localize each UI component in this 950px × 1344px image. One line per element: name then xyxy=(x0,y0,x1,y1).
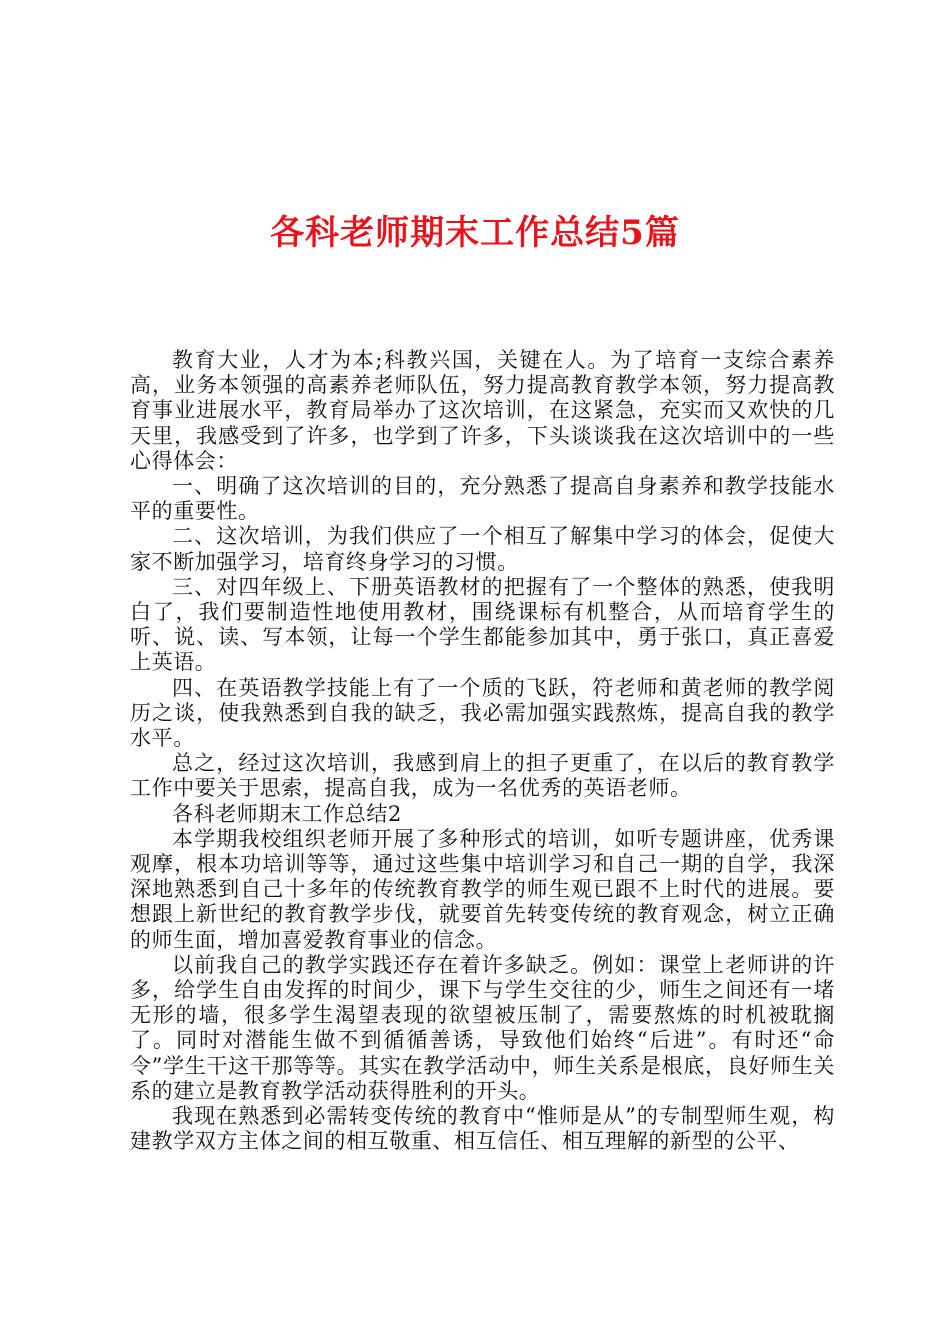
paragraph-point-1: 一、明确了这次培训的目的，充分熟悉了提高自身素养和教学技能水平的重要性。 xyxy=(130,474,835,524)
paragraph-point-4: 四、在英语教学技能上有了一个质的飞跃，符老师和黄老师的教学阅历之谈，使我熟悉到自我的缺乏，我必需加强实践熬炼，提高自我的教学水平。 xyxy=(130,675,835,751)
document-body xyxy=(130,348,835,1155)
paragraph-section2-1: 本学期我校组织老师开展了多种形式的培训，如听专题讲座，优秀课观摩，根本功培训等等，通过这些集中培训学习和自己一期的自学，我深深地熟悉到自己十多年的传统教育教学的师生观已跟不上时代的进展。要想跟上新世纪的教育教学步伐，就要首先转变传统的教育观念，树立正确的师生面，增加喜爱教育事业的信念。 xyxy=(130,826,835,952)
paragraph-conclusion: 总之，经过这次培训，我感到肩上的担子更重了，在以后的教育教学工作中要关于思索，提高自我，成为一名优秀的英语老师。 xyxy=(130,751,835,801)
section-heading-2: 各科老师期末工作总结2 xyxy=(172,801,402,826)
paragraph-intro: 教育大业，人才为本;科教兴国，关键在人。为了培育一支综合素养高，业务本领强的高素养老师队伍，努力提高教育教学本领，努力提高教育事业进展水平，教育局举办了这次培训，在这紧急，充实而又欢快的几天里，我感受到了许多，也学到了许多，下头谈谈我在这次培训中的一些心得体会： xyxy=(130,348,835,473)
paragraph-point-2: 二、这次培训，为我们供应了一个相互了解集中学习的体会，促使大家不断加强学习，培育终身学习的习惯。 xyxy=(130,524,835,574)
paragraph-section2-3: 我现在熟悉到必需转变传统的教育中“惟师是从”的专制型师生观，构建教学双方主体之间的相互敬重、相互信任、相互理解的新型的公平、 xyxy=(130,1104,835,1154)
paragraph-section2-2: 以前我自己的教学实践还存在着许多缺乏。例如：课堂上老师讲的许多，给学生自由发挥的时间少，课下与学生交往的少，师生之间还有一堵无形的墙，很多学生渴望表现的欲望被压制了，需要熬炼的时机被耽搁了。同时对潜能生做不到循循善诱，导致他们始终“后进”。有时还“命令”学生干这干那等等。其实在教学活动中，师生关系是根底，良好师生关系的建立是教育教学活动获得胜利的开头。 xyxy=(130,952,835,1103)
document-title: 各科老师期末工作总结5篇 xyxy=(270,213,680,253)
paragraph-point-3: 三、对四年级上、下册英语教材的把握有了一个整体的熟悉，使我明白了，我们要制造性地使用教材，围绕课标有机整合，从而培育学生的听、说、读、写本领，让每一个学生都能参加其中，勇于张口，真正喜爱上英语。 xyxy=(130,574,835,675)
